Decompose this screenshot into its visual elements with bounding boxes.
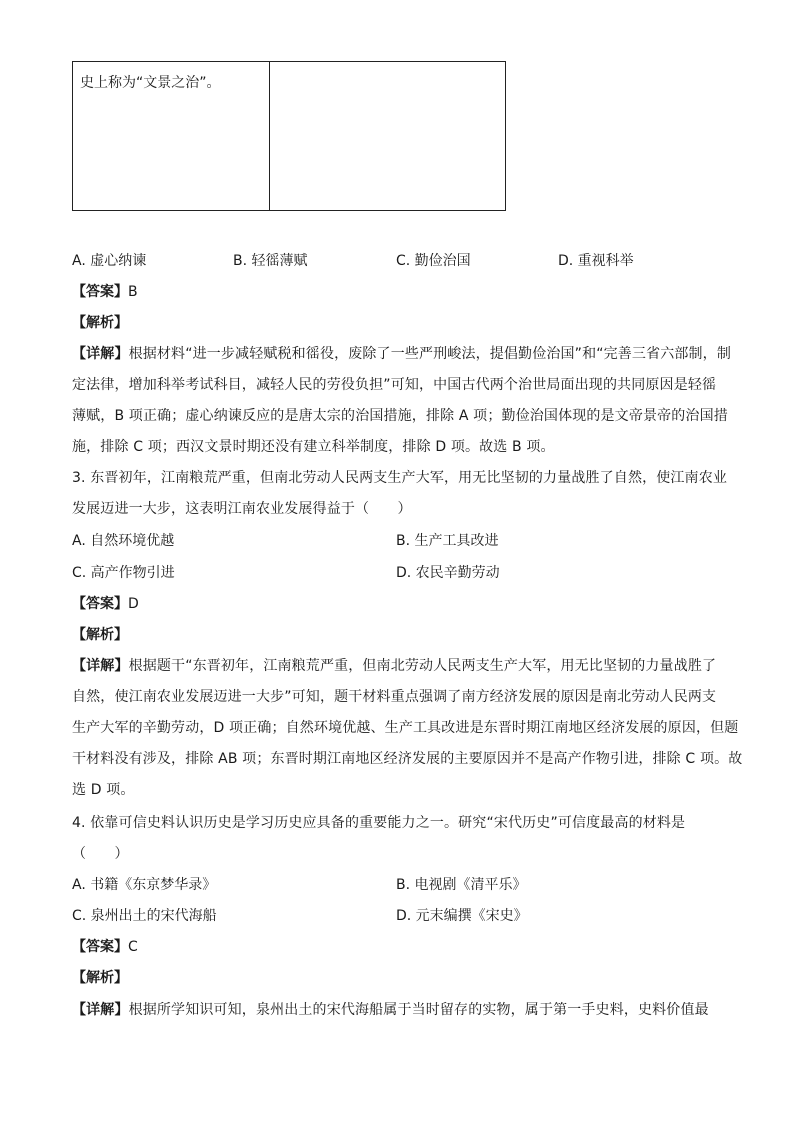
q3-option-c: C. 高产作物引进 [72,565,175,581]
table-cell-right [270,62,505,210]
detail-label: 【详解】 [72,346,129,362]
q3-detail-line: 自然，使江南农业发展迈进一大步”可知，题干材料重点强调了南方经济发展的原因是南北劳动人民两支 [72,689,717,705]
q3-analysis-label: 【解析】 [72,627,128,643]
q3-detail-line: 干材料没有涉及，排除 AB 项；东晋时期江南地区经济发展的主要原因并不是高产作物引进，排除 C 项。故 [72,751,743,767]
answer-value: D [128,596,139,612]
q4-option-a: A. 书籍《东京梦华录》 [72,877,217,893]
q4-stem-line: （ ） [72,846,129,862]
q2-detail-line: 施，排除 C 项；西汉文景时期还没有建立科举制度，排除 D 项。故选 B 项。 [72,439,555,455]
answer-label: 【答案】 [72,939,128,955]
q4-detail-line: 【详解】根据所学知识可知，泉州出土的宋代海船属于当时留存的实物，属于第一手史料，史料价值最 [72,1002,709,1018]
q3-detail-line: 生产大军的辛勤劳动，D 项正确；自然环境优越、生产工具改进是东晋时期江南地区经济发展的原因，但题 [72,720,739,736]
q4-analysis-label: 【解析】 [72,970,128,986]
q3-answer [72,593,139,613]
q2-option-a: A. 虚心纳谏 [72,253,147,269]
q3-detail-line: 选 D 项。 [72,782,135,798]
q3-stem-line: 3. 东晋初年，江南粮荒严重，但南北劳动人民两支生产大军，用无比坚韧的力量战胜了自然，使江南农业 [72,470,728,486]
q3-option-a: A. 自然环境优越 [72,533,175,549]
answer-value: B [128,284,138,300]
q2-detail-line: 定法律，增加科举考试科目，减轻人民的劳役负担”可知，中国古代两个治世局面出现的共同原因是轻徭 [72,377,717,393]
q4-option-b: B. 电视剧《清平乐》 [396,877,527,893]
answer-label: 【答案】 [72,284,128,300]
q3-option-b: B. 生产工具改进 [396,533,499,549]
q2-option-c: C. 勤俭治国 [396,253,471,269]
q2-detail-line: 薄赋，B 项正确；虚心纳谏反应的是唐太宗的治国措施，排除 A 项；勤俭治国体现的是文帝景帝的治国措 [72,408,728,424]
q2-answer [72,281,138,301]
q4-stem-line: 4. 依靠可信史料认识历史是学习历史应具备的重要能力之一。研究“宋代历史”可信度最高的材料是 [72,815,686,831]
q4-option-d: D. 元末编撰《宋史》 [396,908,528,924]
answer-label: 【答案】 [72,596,128,612]
q3-option-d: D. 农民辛勤劳动 [396,565,500,581]
detail-label: 【详解】 [72,1002,129,1018]
q4-answer [72,936,138,956]
table-cell-left: 史上称为“文景之治”。 [73,62,270,210]
detail-label: 【详解】 [72,658,129,674]
q2-detail-line: 【详解】根据材料“进一步减轻赋税和徭役，废除了一些严刑峻法，提倡勤俭治国”和“完善三省六部制，制 [72,346,731,362]
q3-stem-line: 发展迈进一大步，这表明江南农业发展得益于（ ） [72,501,412,517]
material-table [72,61,506,211]
q4-option-c: C. 泉州出土的宋代海船 [72,908,217,924]
q2-analysis-label: 【解析】 [72,315,128,331]
q3-detail-line: 【详解】根据题干“东晋初年，江南粮荒严重，但南北劳动人民两支生产大军，用无比坚韧的力量战胜了 [72,658,717,674]
q2-option-d: D. 重视科举 [558,253,634,269]
q2-option-b: B. 轻徭薄赋 [233,253,308,269]
answer-value: C [128,939,138,955]
